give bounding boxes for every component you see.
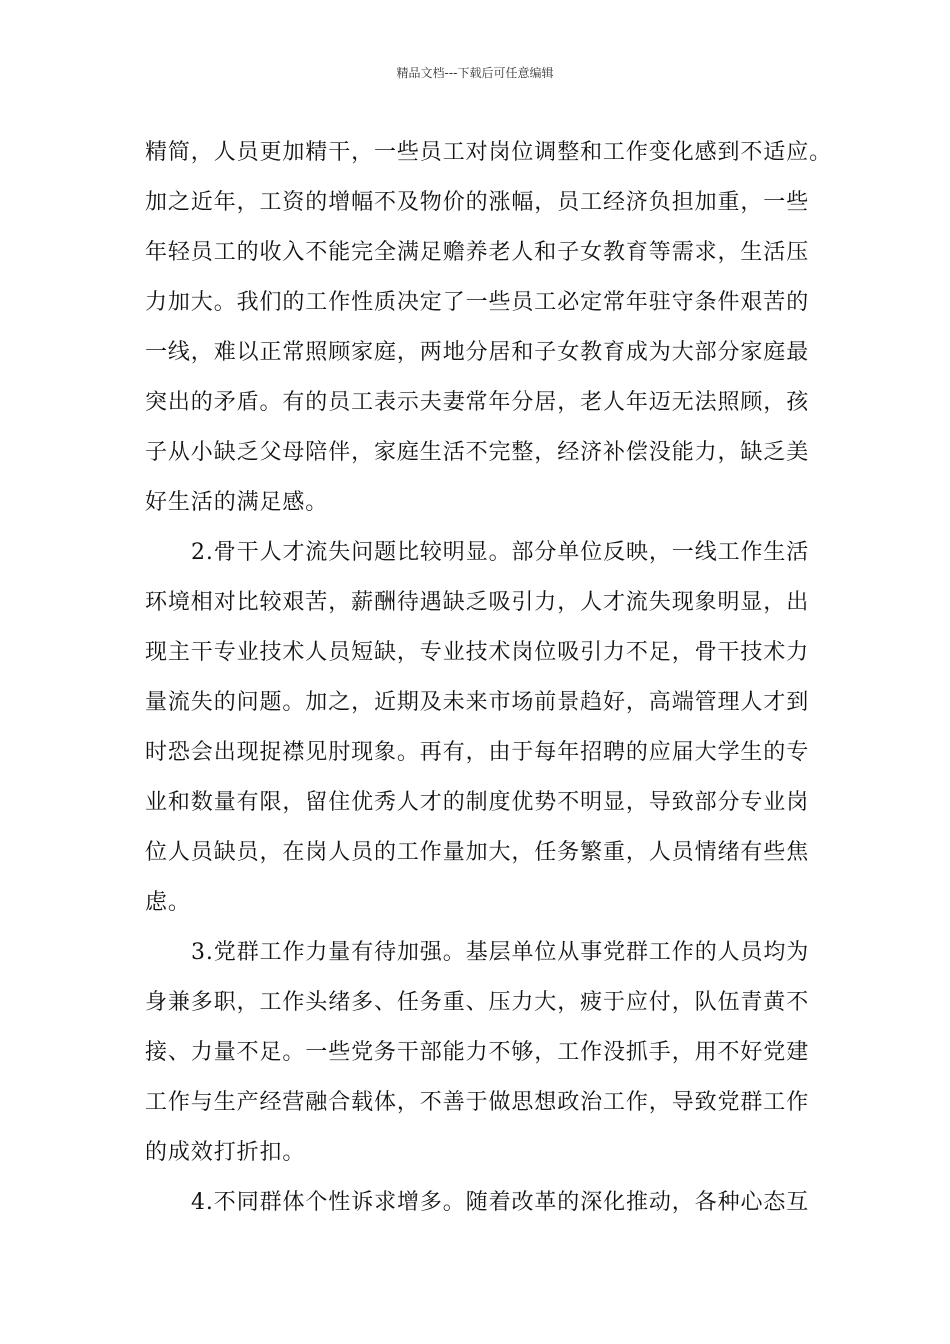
text-line: 年轻员工的收入不能完全满足赡养老人和子女教育等需求，生活压 (145, 240, 810, 265)
text-line: 环境相对比较艰苦，薪酬待遇缺乏吸引力，人才流失现象明显，出 (145, 590, 810, 615)
text-line: 4.不同群体个性诉求增多。随着改革的深化推动，各种心态互 (191, 1190, 810, 1215)
text-line: 的成效打折扣。 (145, 1140, 306, 1165)
text-line: 身兼多职，工作头绪多、任务重、压力大，疲于应付，队伍青黄不 (145, 990, 810, 1015)
text-line: 3.党群工作力量有待加强。基层单位从事党群工作的人员均为 (191, 940, 810, 965)
text-line: 业和数量有限，留住优秀人才的制度优势不明显，导致部分专业岗 (145, 790, 810, 815)
text-line: 接、力量不足。一些党务干部能力不够，工作没抓手，用不好党建 (145, 1040, 810, 1065)
text-line: 突出的矛盾。有的员工表示夫妻常年分居，老人年迈无法照顾，孩 (145, 390, 810, 415)
text-line: 精简，人员更加精干，一些员工对岗位调整和工作变化感到不适应。 (145, 140, 833, 165)
text-line: 力加大。我们的工作性质决定了一些员工必定常年驻守条件艰苦的 (145, 290, 810, 315)
text-line: 位人员缺员，在岗人员的工作量加大，任务繁重，人员情绪有些焦 (145, 840, 810, 865)
text-line: 2.骨干人才流失问题比较明显。部分单位反映，一线工作生活 (191, 540, 810, 565)
text-line: 子从小缺乏父母陪伴，家庭生活不完整，经济补偿没能力，缺乏美 (145, 440, 810, 465)
text-line: 一线，难以正常照顾家庭，两地分居和子女教育成为大部分家庭最 (145, 340, 810, 365)
paragraph-4 (145, 1178, 810, 1228)
text-line: 好生活的满足感。 (145, 490, 329, 515)
text-line: 工作与生产经营融合载体，不善于做思想政治工作，导致党群工作 (145, 1090, 810, 1115)
paragraph-1 (145, 128, 833, 528)
paragraph-3 (145, 928, 810, 1178)
text-line: 虑。 (145, 890, 191, 915)
text-line: 加之近年，工资的增幅不及物价的涨幅，员工经济负担加重，一些 (145, 190, 810, 215)
page-header: 精品文档---下载后可任意编辑 (396, 66, 554, 80)
text-line: 时恐会出现捉襟见肘现象。再有，由于每年招聘的应届大学生的专 (145, 740, 810, 765)
text-line: 现主干专业技术人员短缺，专业技术岗位吸引力不足，骨干技术力 (145, 640, 810, 665)
document-body (145, 128, 833, 1228)
paragraph-2 (145, 528, 810, 928)
text-line: 量流失的问题。加之，近期及未来市场前景趋好，高端管理人才到 (145, 690, 810, 715)
